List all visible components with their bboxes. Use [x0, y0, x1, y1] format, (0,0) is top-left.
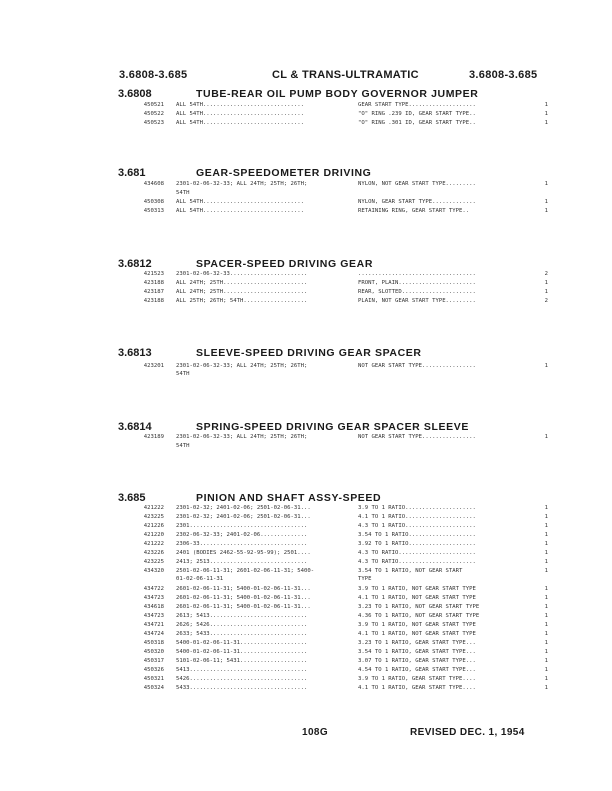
application: 2601-02-06-11-31; 5400-01-02-06-11-31... — [176, 595, 311, 601]
part-number: 421220 — [143, 532, 164, 538]
application: 5413................................... — [176, 667, 308, 673]
quantity: 1 — [544, 541, 548, 547]
table-row — [128, 612, 548, 621]
part-number: 423188 — [143, 298, 164, 304]
application: ALL 24TH; 25TH......................... — [176, 280, 308, 286]
table-row — [128, 630, 548, 639]
section-title: GEAR-SPEEDOMETER DRIVING — [196, 167, 372, 179]
quantity: 1 — [544, 685, 548, 691]
quantity: 1 — [544, 102, 548, 108]
description: 4.54 TO 1 RATIO, GEAR START TYPE... — [358, 667, 476, 673]
quantity: 1 — [544, 667, 548, 673]
table-row — [128, 684, 548, 693]
application: 2633; 5433............................. — [176, 631, 308, 637]
part-number: 423201 — [143, 363, 164, 369]
quantity: 1 — [544, 363, 548, 369]
application: 5400-01-02-06-11-31.................... — [176, 640, 308, 646]
part-number: 434618 — [143, 604, 164, 610]
section-title: SLEEVE-SPEED DRIVING GEAR SPACER — [196, 347, 422, 359]
part-number: 450313 — [143, 208, 164, 214]
description: 3.9 TO 1 RATIO, GEAR START TYPE.... — [358, 676, 476, 682]
description: GEAR START TYPE.................... — [358, 102, 476, 108]
application: 54TH — [176, 443, 190, 449]
part-number: 423189 — [143, 434, 164, 440]
quantity: 1 — [544, 434, 548, 440]
application: 2306-33................................ — [176, 541, 308, 547]
section-title: PINION AND SHAFT ASSY-SPEED — [196, 492, 382, 504]
application: 54TH — [176, 371, 190, 377]
table-row — [128, 110, 548, 119]
application: 2301-02-06-32-33....................... — [176, 271, 308, 277]
description: 4.1 TO 1 RATIO..................... — [358, 514, 476, 520]
description: 4.36 TO 1 RATIO, NOT GEAR START TYPE — [358, 613, 480, 619]
description: 3.92 TO 1 RATIO.................... — [358, 541, 476, 547]
part-number: 450326 — [143, 667, 164, 673]
description: NOT GEAR START TYPE................ — [358, 434, 476, 440]
table-row — [128, 648, 548, 657]
part-number: 450321 — [143, 676, 164, 682]
application: 2401 (BODIES 2462-55-92-95-99); 2501.... — [176, 550, 311, 556]
table-row — [128, 585, 548, 594]
description: NYLON, NOT GEAR START TYPE......... — [358, 181, 476, 187]
table-row — [128, 666, 548, 675]
table-row — [128, 621, 548, 630]
quantity: 1 — [544, 604, 548, 610]
application: 5433................................... — [176, 685, 308, 691]
section-number: 3.681 — [118, 167, 146, 179]
table-row — [128, 288, 548, 297]
description: REAR, SLOTTED...................... — [358, 289, 476, 295]
table-row — [128, 575, 548, 584]
description: 3.54 TO 1 RATIO, GEAR START TYPE... — [358, 649, 476, 655]
description: FRONT, PLAIN....................... — [358, 280, 476, 286]
application: 2301-02-06-32-33; ALL 24TH; 25TH; 26TH; — [176, 434, 308, 440]
quantity: 1 — [544, 523, 548, 529]
quantity: 1 — [544, 181, 548, 187]
description: 3.23 TO 1 RATIO, NOT GEAR START TYPE — [358, 604, 480, 610]
part-number: 421523 — [143, 271, 164, 277]
part-number: 421222 — [143, 505, 164, 511]
table-row — [128, 370, 548, 379]
quantity: 1 — [544, 658, 548, 664]
part-number: 423225 — [143, 514, 164, 520]
part-number: 450523 — [143, 120, 164, 126]
part-number: 450521 — [143, 102, 164, 108]
table-row — [128, 594, 548, 603]
part-number: 434723 — [143, 613, 164, 619]
table-row — [128, 189, 548, 198]
quantity: 1 — [544, 120, 548, 126]
section-title: SPACER-SPEED DRIVING GEAR — [196, 258, 373, 270]
part-number: 434724 — [143, 631, 164, 637]
application: ALL 25TH; 26TH; 54TH................... — [176, 298, 308, 304]
table-row — [128, 513, 548, 522]
application: ALL 54TH.............................. — [176, 111, 304, 117]
application: ALL 24TH; 25TH......................... — [176, 289, 308, 295]
application: ALL 54TH.............................. — [176, 208, 304, 214]
description: "O" RING .301 ID, GEAR START TYPE.. — [358, 120, 476, 126]
header-section-range-right: 3.6808-3.685 — [469, 69, 538, 81]
application: 5426................................... — [176, 676, 308, 682]
table-row — [128, 558, 548, 567]
description: 4.3 TO 1 RATIO..................... — [358, 523, 476, 529]
application: 2413; 2513............................. — [176, 559, 308, 565]
header-section-range-left: 3.6808-3.685 — [119, 69, 188, 81]
application: 5101-02-06-11; 5431.................... — [176, 658, 308, 664]
description: 3.23 TO 1 RATIO, GEAR START TYPE... — [358, 640, 476, 646]
quantity: 2 — [544, 298, 548, 304]
description: TYPE — [358, 576, 372, 582]
quantity: 1 — [544, 640, 548, 646]
description: 3.07 TO 1 RATIO, GEAR START TYPE... — [358, 658, 476, 664]
part-number: 423226 — [143, 550, 164, 556]
table-row — [128, 207, 548, 216]
part-number: 450308 — [143, 199, 164, 205]
table-row — [128, 270, 548, 279]
page-number: 108G — [302, 727, 329, 738]
table-row — [128, 675, 548, 684]
quantity: 1 — [544, 532, 548, 538]
table-row — [128, 101, 548, 110]
description: 4.3 TO RATIO....................... — [358, 559, 476, 565]
quantity: 1 — [544, 586, 548, 592]
section-number: 3.6814 — [118, 421, 152, 433]
application: 2626; 5426............................. — [176, 622, 308, 628]
table-row — [128, 504, 548, 513]
quantity: 1 — [544, 280, 548, 286]
part-number: 434722 — [143, 586, 164, 592]
part-number: 423187 — [143, 289, 164, 295]
part-number: 434320 — [143, 568, 164, 574]
quantity: 1 — [544, 631, 548, 637]
quantity: 1 — [544, 289, 548, 295]
part-number: 450522 — [143, 111, 164, 117]
description: ................................... — [358, 271, 476, 277]
application: 54TH — [176, 190, 190, 196]
quantity: 1 — [544, 199, 548, 205]
application: 2301-02-06-32-33; ALL 24TH; 25TH; 26TH; — [176, 181, 308, 187]
application: 01-02-06-11-31 — [176, 576, 224, 582]
quantity: 2 — [544, 271, 548, 277]
description: 4.1 TO 1 RATIO, GEAR START TYPE.... — [358, 685, 476, 691]
part-number: 434608 — [143, 181, 164, 187]
quantity: 1 — [544, 622, 548, 628]
quantity: 1 — [544, 676, 548, 682]
part-number: 421226 — [143, 523, 164, 529]
quantity: 1 — [544, 208, 548, 214]
part-number: 450324 — [143, 685, 164, 691]
part-number: 421222 — [143, 541, 164, 547]
table-row — [128, 198, 548, 207]
revision-date: REVISED DEC. 1, 1954 — [410, 727, 525, 738]
quantity: 1 — [544, 568, 548, 574]
application: 2301-02-32; 2401-02-06; 2501-02-06-31... — [176, 505, 311, 511]
quantity: 1 — [544, 613, 548, 619]
application: 2301................................... — [176, 523, 308, 529]
application: 2613; 5413............................. — [176, 613, 308, 619]
table-row — [128, 657, 548, 666]
quantity: 1 — [544, 595, 548, 601]
description: 3.9 TO 1 RATIO..................... — [358, 505, 476, 511]
part-number: 423225 — [143, 559, 164, 565]
application: 2501-02-06-11-31; 2601-02-06-11-31; 5400- — [176, 568, 315, 574]
description: NYLON, GEAR START TYPE............. — [358, 199, 476, 205]
description: 3.9 TO 1 RATIO, NOT GEAR START TYPE — [358, 622, 476, 628]
part-number: 434723 — [143, 595, 164, 601]
table-row — [128, 639, 548, 648]
application: 2302-06-32-33; 2401-02-06.............. — [176, 532, 308, 538]
table-row — [128, 522, 548, 531]
application: 5400-01-02-06-11-31.................... — [176, 649, 308, 655]
description: 4.3 TO RATIO....................... — [358, 550, 476, 556]
description: 3.9 TO 1 RATIO, NOT GEAR START TYPE — [358, 586, 476, 592]
application: 2601-02-06-11-31; 5400-01-02-06-11-31... — [176, 586, 311, 592]
section-number: 3.6808 — [118, 88, 152, 100]
application: ALL 54TH.............................. — [176, 102, 304, 108]
part-number: 450317 — [143, 658, 164, 664]
description: NOT GEAR START TYPE................ — [358, 363, 476, 369]
section-number: 3.685 — [118, 492, 146, 504]
table-row — [128, 433, 548, 442]
part-number: 450320 — [143, 649, 164, 655]
header-title: CL & TRANS-ULTRAMATIC — [272, 69, 419, 81]
table-row — [128, 279, 548, 288]
description: "O" RING .239 ID, GEAR START TYPE.. — [358, 111, 476, 117]
application: 2301-02-06-32-33; ALL 24TH; 25TH; 26TH; — [176, 363, 308, 369]
section-number: 3.6813 — [118, 347, 152, 359]
table-row — [128, 297, 548, 306]
application: ALL 54TH.............................. — [176, 199, 304, 205]
table-row — [128, 531, 548, 540]
quantity: 1 — [544, 550, 548, 556]
application: 2301-02-32; 2401-02-06; 2501-02-06-31... — [176, 514, 311, 520]
quantity: 1 — [544, 559, 548, 565]
table-row — [128, 180, 548, 189]
application: 2601-02-06-11-31; 5400-01-02-06-11-31... — [176, 604, 311, 610]
part-number: 434721 — [143, 622, 164, 628]
table-row — [128, 442, 548, 451]
section-title: SPRING-SPEED DRIVING GEAR SPACER SLEEVE — [196, 421, 469, 433]
table-row — [128, 119, 548, 128]
description: RETAINING RING, GEAR START TYPE.. — [358, 208, 470, 214]
description: 4.1 TO 1 RATIO, NOT GEAR START TYPE — [358, 595, 476, 601]
description: 4.1 TO 1 RATIO, NOT GEAR START TYPE — [358, 631, 476, 637]
section-number: 3.6812 — [118, 258, 152, 270]
description: 3.54 TO 1 RATIO, NOT GEAR START — [358, 568, 463, 574]
application: ALL 54TH.............................. — [176, 120, 304, 126]
section-title: TUBE-REAR OIL PUMP BODY GOVERNOR JUMPER — [196, 88, 479, 100]
table-row — [128, 540, 548, 549]
table-row — [128, 549, 548, 558]
part-number: 423188 — [143, 280, 164, 286]
description: 3.54 TO 1 RATIO.................... — [358, 532, 476, 538]
quantity: 1 — [544, 505, 548, 511]
description: PLAIN, NOT GEAR START TYPE......... — [358, 298, 476, 304]
quantity: 1 — [544, 111, 548, 117]
quantity: 1 — [544, 514, 548, 520]
part-number: 450318 — [143, 640, 164, 646]
table-row — [128, 603, 548, 612]
quantity: 1 — [544, 649, 548, 655]
